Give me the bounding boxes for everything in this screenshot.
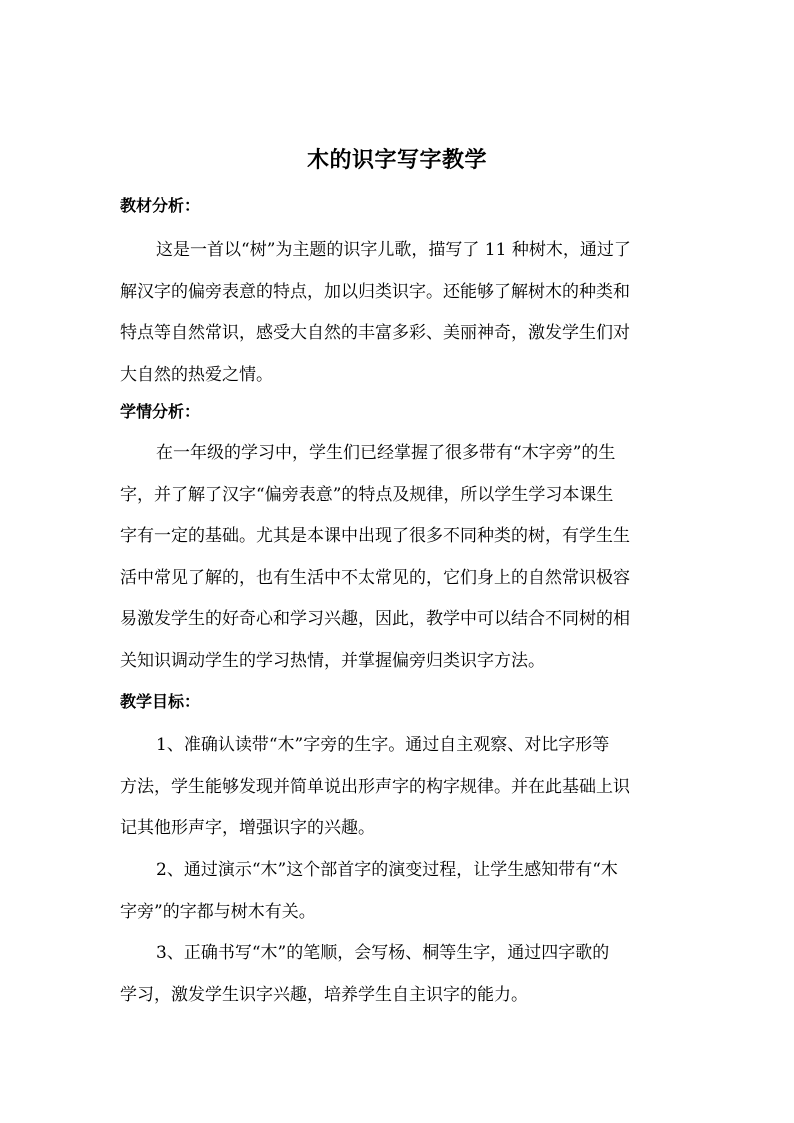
paragraph-line: 大自然的热爱之情。 xyxy=(120,364,273,385)
paragraph-line: 1、准确认读带“木”字旁的生字。通过自主观察、对比字形等 xyxy=(156,735,610,755)
paragraph-line: 这是一首以“树”为主题的识字儿歌，描写了 11 种树木，通过了 xyxy=(156,240,631,260)
paragraph-line: 活中常见了解的，也有生活中不太常见的，它们身上的自然常识极容 xyxy=(120,567,630,588)
paragraph-line: 特点等自然常识，感受大自然的丰富多彩、美丽神奇，激发学生们对 xyxy=(120,323,630,343)
paragraph-goal-3 xyxy=(120,933,680,1016)
paragraph-line: 易激发学生的好奇心和学习兴趣，因此，教学中可以结合不同树的相 xyxy=(120,609,630,629)
paragraph-line: 字旁”的字都与树木有关。 xyxy=(120,901,316,922)
paragraph-line: 3、正确书写“木”的笔顺，会写杨、桐等生字，通过四字歌的 xyxy=(156,943,610,963)
paragraph-line: 字，并了解了汉字“偏旁表意”的特点及规律，所以学生学习本课生 xyxy=(120,484,614,505)
paragraph-line: 2、通过演示“木”这个部首字的演变过程，让学生感知带有“木 xyxy=(156,860,618,880)
paragraph-line: 在一年级的学习中，学生们已经掌握了很多带有“木字旁”的生 xyxy=(156,443,616,463)
section-heading-learner-analysis: 学情分析： xyxy=(120,402,201,421)
section-heading-teaching-goals: 教学目标： xyxy=(120,692,201,711)
section-heading-textbook-analysis: 教材分析： xyxy=(120,196,201,215)
paragraph-line: 字有一定的基础。尤其是本课中出现了很多不同种类的树，有学生生 xyxy=(120,526,630,546)
paragraph-line: 关知识调动学生的学习热情，并掌握偏旁归类识字方法。 xyxy=(120,650,545,671)
paragraph-line: 解汉字的偏旁表意的特点，加以归类识字。还能够了解树木的种类和 xyxy=(120,281,630,302)
paragraph-textbook-analysis xyxy=(120,230,680,396)
paragraph-line: 记其他形声字，增强识字的兴趣。 xyxy=(120,818,375,838)
paragraph-goal-1 xyxy=(120,725,680,850)
document-title: 木的识字写字教学 xyxy=(306,148,487,173)
paragraph-goal-2 xyxy=(120,850,680,933)
paragraph-line: 学习，激发学生识字兴趣，培养学生自主识字的能力。 xyxy=(120,984,528,1005)
paragraph-learner-analysis xyxy=(120,433,680,682)
paragraph-line: 方法，学生能够发现并简单说出形声字的构字规律。并在此基础上识 xyxy=(120,776,630,797)
